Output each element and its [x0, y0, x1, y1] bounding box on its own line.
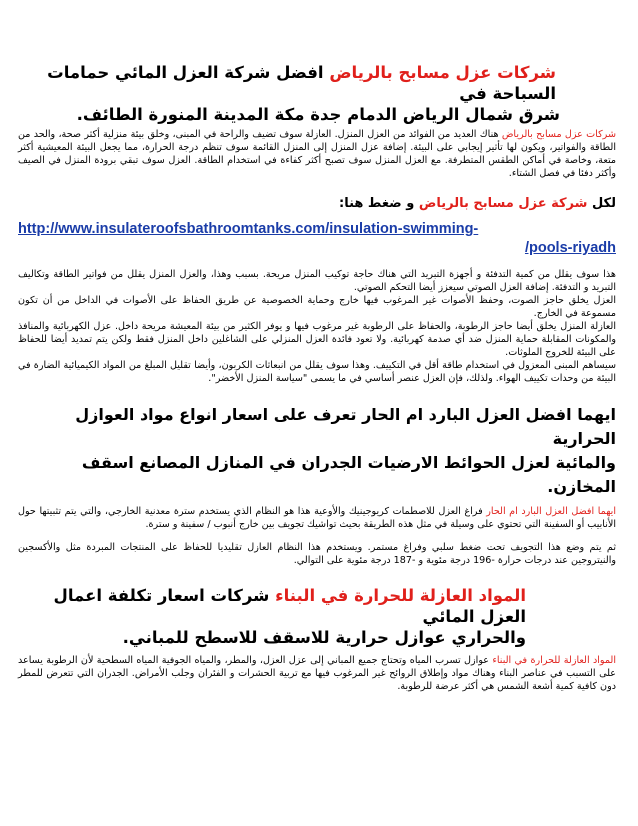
section2-lead-tail: و ضغط هنا:: [339, 196, 419, 211]
section4-title: [18, 585, 616, 627]
section2-paragraph-1: هذا سوف يقلل من كمية التدفئة و أجهزة التبريد التي هناك حاجة توكيب المنزل مريحة. بسبب وهذا، والعزل المنزل يقلل من فواتير الطاقة وتكاليف التبريد و التدفئة. إضافة العزل الصوتي سيعزز أيضا التحكم الصوتي.: [18, 269, 616, 293]
source-url-line2[interactable]: /pools-riyadh: [524, 240, 616, 256]
section1-paragraph-highlight: شركات عزل مسابح بالرياض: [501, 129, 616, 140]
section1-title-highlight: شركات عزل مسابح بالرياض: [329, 63, 556, 82]
section4-title-line2: والحراري عوازل حرارية للاسقف للاسطح للمباني.: [122, 628, 526, 647]
source-url-line1[interactable]: http://www.insulateroofsbathroomtanks.com/insulation-swimming-: [18, 221, 479, 237]
section3-paragraph-highlight: ايهما افضل العزل البارد ام الحار: [486, 506, 616, 517]
section1-title-line2: شرق شمال الرياض الدمام جدة مكة المدينة المنورة الطائف.: [76, 105, 560, 124]
section2-lead: [18, 194, 616, 214]
section1-paragraph: [18, 128, 616, 180]
section2-lead-text: لكل: [587, 196, 616, 211]
section2-paragraph-4: سيساهم المبنى المعزول في استخدام طاقة أقل في التكييف. وهذا سوف يقلل من انبعاثات الكربون، وأيضا تقليل المبلغ من المواد الكيميائية الضارة في البيئة من وحدات تكييف الهواء. ولذلك، فإن العزل عنصر أساسي في ما يسمى "سياسة المنزل الأخضر".: [18, 360, 616, 384]
section1-paragraph-text: هناك العديد من الفوائد من العزل المنزل. العازلة سوف تضيف والراحة في المبنى، وخلق بيئة منزلية أكثر صحة، والحد من الطاقة والفواتير، ويكون لها تأثير إيجابي على البيئة. إضافة عزل المنزل إلى المنزل القائمة سوف تنظم درجة الحرارة، مما يجعل البيئة المعيشية أكثر متعة، وخاصة في أماكن الطقس المتطرفة. مع العزل المنزل سوف تصبح أكثر كفاءة في استخدام الطاقة. العزل سوف تبقي برودة المنزل في الصيف وأكثر دفئا في فصل الشتاء.: [18, 129, 616, 179]
section3-paragraph-1: [18, 505, 616, 531]
section3-title-line2: والمائية لعزل الحوائط الارضيات الجدران في المنازل المصانع اسقف المخازن.: [81, 453, 616, 496]
section3-title-line1: ايهما افضل العزل البارد ام الحار تعرف على اسعار انواع مواد العوازل الحرارية: [75, 405, 616, 448]
section2-paragraph-3: العازلة المنزل يخلق أيضا حاجز الرطوبة، والحفاظ على الرطوبة غير مرغوب فيها و يوفر الكثير من بيئة المعيشة مريحة داخل. عزل الكهربائية والمنافذ والمكونات المقابلة حماية المنزل ضد أي صدمة كهربائية. ولا تعود فائدة العزل المنزلي على الشاغلين داخل المنزل فقط ولكن يتم تمديد أيضا للحفاظ على البيئة للخروج الملوثات.: [18, 321, 616, 358]
section2-lead-link-text[interactable]: شركة عزل مسابح بالرياض: [418, 196, 588, 211]
section1-title: [18, 62, 616, 104]
section3-paragraph-1-text: فراغ العزل للاصطمات كريوجينيك والأوعية هذا هو النظام الذي يستخدم سترة معدنية الخارجي، والتي يتم تثبيتها حول الأنابيب أو السفينة التي تحتوي على وسيلة في مثل هذه الطريقة بحيث تواشيك تجويف بين خارج أنبوب / سفينة و سترة.: [18, 506, 616, 530]
section3-paragraph-2: ثم يتم وضع هذا التجويف تحت ضغط سلبي وفراغ مستمر. ويستخدم هذا النظام العازل تقليديا للحفاظ على المنتجات المبردة مثل والأكسجين والنيتروجين عند درجات حرارة -196 درجة مئوية و -187 درجة مئوية على التوالي.: [18, 542, 616, 566]
section4-paragraph-highlight: المواد العازلة للحرارة في البناء: [492, 655, 617, 666]
section4-paragraph-text: عوازل تسرب المياه وتحتاج جميع المباني إلى عزل العزل، والمطر، والمياه الجوفية المياه السطحية لأن الرطوبة يساعد على التسبب في عناصر البناء وهناك مواد وإطلاق الروائح غير المرغوب فيها مع تربية الحشرات و الفئران وجلب الأمراض. الجدران التي تتعرض للمطر دون كافية كمية أشعة الشمس هي أكثر عرضة للرطوبة.: [18, 655, 616, 692]
section2-paragraph-2: العزل يخلق حاجز الصوت، وحفظ الأصوات غير المرغوب فيها خارج وحماية الخصوصية عن طريق الحفاظ على الأصوات في الداخل من أن تكون مسموعة في الخارج.: [18, 295, 616, 319]
section4-title-highlight: المواد العازلة للحرارة في البناء: [275, 586, 526, 605]
section4-paragraph: [18, 654, 616, 693]
section1-title-rest: افضل شركة العزل المائي حمامات السباحة في: [47, 63, 556, 103]
section4-title-rest: شركات اسعار تكلفة اعمال العزل المائي: [53, 586, 526, 626]
